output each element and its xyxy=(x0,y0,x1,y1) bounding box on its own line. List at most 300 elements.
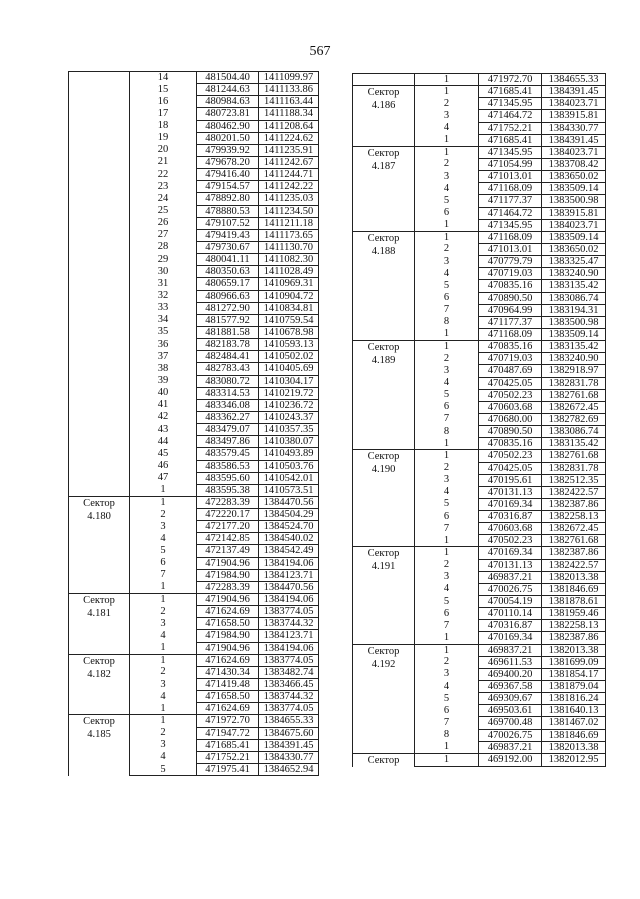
coordinate-y: 1381846.69 xyxy=(542,729,606,741)
coordinate-x: 471752.21 xyxy=(479,122,542,134)
coordinate-y: 1410759.54 xyxy=(259,314,319,326)
coordinate-y: 1411173.65 xyxy=(259,229,319,241)
coordinate-y: 1382258.13 xyxy=(542,620,606,632)
coordinate-x: 471947.72 xyxy=(197,727,259,739)
coordinate-x: 471419.48 xyxy=(197,679,259,691)
coordinate-y: 1411242.67 xyxy=(259,156,319,168)
coordinate-x: 471464.72 xyxy=(479,110,542,122)
coordinate-y: 1381467.02 xyxy=(542,717,606,729)
point-number: 24 xyxy=(130,193,197,205)
coordinate-y: 1410380.07 xyxy=(259,436,319,448)
point-number: 47 xyxy=(130,472,197,484)
sector-name: Сектор xyxy=(353,753,415,767)
coordinate-y: 1382831.78 xyxy=(542,462,606,474)
coordinate-y: 1382918.97 xyxy=(542,365,606,377)
coordinate-y: 1410503.76 xyxy=(259,460,319,472)
point-number: 32 xyxy=(130,290,197,302)
coordinate-y: 1383482.74 xyxy=(259,666,319,678)
coordinate-y: 1383086.74 xyxy=(542,292,606,304)
coordinate-y: 1382831.78 xyxy=(542,377,606,389)
coordinate-y: 1382672.45 xyxy=(542,523,606,535)
point-number: 3 xyxy=(415,571,479,583)
point-number: 4 xyxy=(415,122,479,134)
coordinate-x: 471345.95 xyxy=(479,146,542,158)
coordinate-x: 470835.16 xyxy=(479,341,542,353)
coordinate-x: 472137.49 xyxy=(197,545,259,557)
coordinate-x: 469503.61 xyxy=(479,705,542,717)
coordinate-x: 471013.01 xyxy=(479,243,542,255)
page-number: 567 xyxy=(309,44,331,59)
coordinate-y: 1383135.42 xyxy=(542,438,606,450)
point-number: 1 xyxy=(415,219,479,231)
point-number: 5 xyxy=(415,389,479,401)
coordinate-x: 471624.69 xyxy=(197,703,259,715)
coordinate-x: 470779.79 xyxy=(479,256,542,268)
coordinate-x: 471177.37 xyxy=(479,316,542,328)
point-number: 7 xyxy=(415,523,479,535)
coordinate-x: 481504.40 xyxy=(197,72,259,84)
coordinate-x: 483362.27 xyxy=(197,411,259,423)
coordinate-x: 480201.50 xyxy=(197,132,259,144)
coordinate-x: 470719.03 xyxy=(479,268,542,280)
coordinate-y: 1383509.14 xyxy=(542,328,606,340)
coordinate-y: 1382761.68 xyxy=(542,450,606,462)
coordinate-y: 1384655.33 xyxy=(542,74,606,86)
point-number: 34 xyxy=(130,314,197,326)
coordinate-y: 1384391.45 xyxy=(542,134,606,146)
coordinate-x: 471685.41 xyxy=(479,86,542,98)
point-number: 5 xyxy=(415,693,479,705)
coordinate-x: 483346.08 xyxy=(197,399,259,411)
coordinate-x: 471624.69 xyxy=(197,654,259,666)
coordinate-y: 1410357.35 xyxy=(259,424,319,436)
point-number: 15 xyxy=(130,84,197,96)
point-number: 4 xyxy=(130,533,197,545)
point-number: 1 xyxy=(415,74,479,86)
coordinate-y: 1381640.13 xyxy=(542,705,606,717)
point-number: 7 xyxy=(415,413,479,425)
coordinate-y: 1383650.02 xyxy=(542,171,606,183)
sector-name xyxy=(353,74,415,86)
coordinate-x: 482484.41 xyxy=(197,351,259,363)
table-row xyxy=(353,644,606,656)
coordinate-y: 1383650.02 xyxy=(542,243,606,255)
coordinate-y: 1384023.71 xyxy=(542,219,606,231)
point-number: 6 xyxy=(415,511,479,523)
coordinate-x: 469192.00 xyxy=(479,753,542,767)
coordinate-x: 470425.05 xyxy=(479,462,542,474)
coordinate-y: 1410573.51 xyxy=(259,484,319,496)
point-number: 7 xyxy=(415,717,479,729)
sector-name: Сектор 4.188 xyxy=(353,231,415,340)
sector-name: Сектор 4.181 xyxy=(69,594,130,655)
coordinate-x: 470502.23 xyxy=(479,450,542,462)
point-number: 1 xyxy=(130,484,197,496)
point-number: 3 xyxy=(130,618,197,630)
coordinate-y: 1384194.06 xyxy=(259,557,319,569)
point-number: 45 xyxy=(130,448,197,460)
point-number: 3 xyxy=(130,521,197,533)
table-row xyxy=(353,547,606,559)
coordinate-y: 1382761.68 xyxy=(542,535,606,547)
point-number: 1 xyxy=(415,547,479,559)
coordinate-x: 483497.86 xyxy=(197,436,259,448)
coordinate-y: 1383240.90 xyxy=(542,268,606,280)
coordinate-y: 1381879.04 xyxy=(542,681,606,693)
point-number: 28 xyxy=(130,241,197,253)
coordinate-x: 481272.90 xyxy=(197,302,259,314)
coordinate-x: 483080.72 xyxy=(197,375,259,387)
point-number: 3 xyxy=(415,171,479,183)
point-number: 1 xyxy=(415,328,479,340)
coordinate-y: 1383086.74 xyxy=(542,426,606,438)
point-number: 4 xyxy=(415,268,479,280)
point-number: 7 xyxy=(415,620,479,632)
point-number: 39 xyxy=(130,375,197,387)
point-number: 46 xyxy=(130,460,197,472)
coordinate-x: 483586.53 xyxy=(197,460,259,472)
point-number: 2 xyxy=(130,509,197,521)
coordinate-x: 471975.41 xyxy=(197,764,259,776)
coordinate-y: 1381878.61 xyxy=(542,596,606,608)
coordinate-y: 1381959.46 xyxy=(542,608,606,620)
point-number: 5 xyxy=(415,498,479,510)
point-number: 2 xyxy=(415,656,479,668)
point-number: 3 xyxy=(130,679,197,691)
point-number: 36 xyxy=(130,339,197,351)
sector-name: Сектор 4.186 xyxy=(353,86,415,147)
coordinate-x: 483479.07 xyxy=(197,424,259,436)
coordinate-x: 470964.99 xyxy=(479,304,542,316)
point-number: 1 xyxy=(415,644,479,656)
coordinate-y: 1411242.22 xyxy=(259,181,319,193)
coordinate-x: 469700.48 xyxy=(479,717,542,729)
coordinate-x: 471972.70 xyxy=(479,74,542,86)
coordinate-x: 470719.03 xyxy=(479,353,542,365)
coordinate-x: 470026.75 xyxy=(479,583,542,595)
coordinate-x: 471345.95 xyxy=(479,219,542,231)
coordinate-x: 471168.09 xyxy=(479,231,542,243)
coordinate-y: 1384652.94 xyxy=(259,764,319,776)
coordinate-y: 1410593.13 xyxy=(259,339,319,351)
coordinate-x: 471685.41 xyxy=(479,134,542,146)
coordinate-x: 471658.50 xyxy=(197,618,259,630)
point-number: 3 xyxy=(415,110,479,122)
coordinate-y: 1383708.42 xyxy=(542,158,606,170)
coordinate-x: 470890.50 xyxy=(479,426,542,438)
coordinate-y: 1384330.77 xyxy=(259,751,319,763)
point-number: 42 xyxy=(130,411,197,423)
point-number: 3 xyxy=(415,256,479,268)
coordinate-x: 481577.92 xyxy=(197,314,259,326)
coordinate-y: 1382387.86 xyxy=(542,632,606,644)
point-number: 2 xyxy=(415,158,479,170)
coordinate-y: 1411208.64 xyxy=(259,120,319,132)
point-number: 2 xyxy=(130,666,197,678)
coordinate-y: 1384524.70 xyxy=(259,521,319,533)
coordinate-y: 1383744.32 xyxy=(259,618,319,630)
coordinate-y: 1384540.02 xyxy=(259,533,319,545)
coordinate-y: 1411211.18 xyxy=(259,217,319,229)
coordinate-y: 1381699.09 xyxy=(542,656,606,668)
sector-name: Сектор 4.192 xyxy=(353,644,415,753)
coordinate-x: 481881.58 xyxy=(197,326,259,338)
point-number: 6 xyxy=(415,705,479,717)
coordinate-x: 479678.20 xyxy=(197,156,259,168)
point-number: 16 xyxy=(130,96,197,108)
coordinate-x: 470054.19 xyxy=(479,596,542,608)
sector-name: Сектор 4.189 xyxy=(353,341,415,450)
point-number: 4 xyxy=(415,486,479,498)
coordinate-x: 481244.63 xyxy=(197,84,259,96)
coordinate-x: 471984.90 xyxy=(197,630,259,642)
coordinate-x: 470603.68 xyxy=(479,523,542,535)
coordinates-table-left xyxy=(68,71,319,776)
coordinate-y: 1382387.86 xyxy=(542,498,606,510)
coordinate-x: 472283.39 xyxy=(197,496,259,508)
point-number: 2 xyxy=(415,462,479,474)
coordinate-y: 1384470.56 xyxy=(259,581,319,593)
coordinate-y: 1384330.77 xyxy=(542,122,606,134)
point-number: 18 xyxy=(130,120,197,132)
coordinate-y: 1411234.50 xyxy=(259,205,319,217)
coordinate-x: 479154.57 xyxy=(197,181,259,193)
coordinate-x: 471972.70 xyxy=(197,715,259,727)
point-number: 1 xyxy=(130,496,197,508)
coordinate-x: 471904.96 xyxy=(197,642,259,654)
point-number: 7 xyxy=(130,569,197,581)
table-row xyxy=(69,496,319,508)
coordinate-x: 471168.09 xyxy=(479,183,542,195)
coordinate-x: 480462.90 xyxy=(197,120,259,132)
point-number: 3 xyxy=(415,365,479,377)
coordinate-y: 1411082.30 xyxy=(259,254,319,266)
coordinate-x: 480350.63 xyxy=(197,266,259,278)
point-number: 1 xyxy=(415,632,479,644)
coordinate-x: 470502.23 xyxy=(479,389,542,401)
table-row xyxy=(353,450,606,462)
coordinate-y: 1384504.29 xyxy=(259,509,319,521)
coordinate-x: 470425.05 xyxy=(479,377,542,389)
coordinate-x: 470169.34 xyxy=(479,498,542,510)
coordinate-x: 470835.16 xyxy=(479,280,542,292)
coordinate-x: 472142.85 xyxy=(197,533,259,545)
coordinate-y: 1383500.98 xyxy=(542,316,606,328)
coordinate-y: 1410493.89 xyxy=(259,448,319,460)
coordinate-x: 470603.68 xyxy=(479,401,542,413)
sector-name: Сектор 4.187 xyxy=(353,146,415,231)
coordinate-x: 470195.61 xyxy=(479,474,542,486)
coordinate-x: 480041.11 xyxy=(197,254,259,266)
coordinate-y: 1411244.71 xyxy=(259,169,319,181)
point-number: 43 xyxy=(130,424,197,436)
table-row xyxy=(353,146,606,158)
coordinate-x: 471685.41 xyxy=(197,739,259,751)
coordinate-y: 1410304.17 xyxy=(259,375,319,387)
point-number: 4 xyxy=(415,681,479,693)
coordinate-x: 470169.34 xyxy=(479,632,542,644)
coordinate-x: 471658.50 xyxy=(197,691,259,703)
point-number: 37 xyxy=(130,351,197,363)
point-number: 1 xyxy=(415,450,479,462)
point-number: 23 xyxy=(130,181,197,193)
coordinate-x: 470316.87 xyxy=(479,511,542,523)
coordinate-x: 469837.21 xyxy=(479,571,542,583)
table-row xyxy=(353,753,606,767)
coordinate-y: 1411028.49 xyxy=(259,266,319,278)
coordinate-y: 1411235.03 xyxy=(259,193,319,205)
sector-name: Сектор 4.185 xyxy=(69,715,130,776)
point-number: 21 xyxy=(130,156,197,168)
coordinate-x: 470169.34 xyxy=(479,547,542,559)
point-number: 1 xyxy=(130,703,197,715)
coordinate-y: 1410405.69 xyxy=(259,363,319,375)
point-number: 8 xyxy=(415,316,479,328)
coordinate-y: 1383509.14 xyxy=(542,231,606,243)
coordinate-x: 470890.50 xyxy=(479,292,542,304)
point-number: 22 xyxy=(130,169,197,181)
coordinate-y: 1411235.91 xyxy=(259,144,319,156)
point-number: 5 xyxy=(130,545,197,557)
coordinate-x: 469400.20 xyxy=(479,668,542,680)
point-number: 7 xyxy=(415,304,479,316)
coordinate-x: 472177.20 xyxy=(197,521,259,533)
coordinate-y: 1384023.71 xyxy=(542,98,606,110)
coordinate-y: 1382013.38 xyxy=(542,741,606,753)
coordinate-x: 471013.01 xyxy=(479,171,542,183)
point-number: 5 xyxy=(415,195,479,207)
point-number: 4 xyxy=(130,751,197,763)
coordinate-y: 1411130.70 xyxy=(259,241,319,253)
point-number: 1 xyxy=(415,146,479,158)
point-number: 5 xyxy=(415,280,479,292)
coordinate-x: 479416.40 xyxy=(197,169,259,181)
point-number: 31 xyxy=(130,278,197,290)
point-number: 33 xyxy=(130,302,197,314)
point-number: 40 xyxy=(130,387,197,399)
coordinate-y: 1383774.05 xyxy=(259,654,319,666)
coordinate-y: 1383774.05 xyxy=(259,606,319,618)
point-number: 38 xyxy=(130,363,197,375)
coordinate-y: 1383915.81 xyxy=(542,207,606,219)
coordinate-x: 470487.69 xyxy=(479,365,542,377)
point-number: 1 xyxy=(415,134,479,146)
coordinate-x: 471168.09 xyxy=(479,328,542,340)
coordinate-y: 1384470.56 xyxy=(259,496,319,508)
table-row xyxy=(69,594,319,606)
table-row xyxy=(69,654,319,666)
point-number: 1 xyxy=(130,715,197,727)
point-number: 26 xyxy=(130,217,197,229)
sector-name: Сектор 4.182 xyxy=(69,654,130,715)
coordinate-y: 1411133.86 xyxy=(259,84,319,96)
coordinate-y: 1383135.42 xyxy=(542,280,606,292)
coordinate-y: 1381816.24 xyxy=(542,693,606,705)
coordinate-x: 472283.39 xyxy=(197,581,259,593)
coordinate-y: 1410502.02 xyxy=(259,351,319,363)
coordinate-y: 1381846.69 xyxy=(542,583,606,595)
coordinate-x: 470131.13 xyxy=(479,486,542,498)
point-number: 27 xyxy=(130,229,197,241)
coordinate-y: 1383500.98 xyxy=(542,195,606,207)
coordinate-x: 470680.00 xyxy=(479,413,542,425)
point-number: 1 xyxy=(415,753,479,767)
point-number: 4 xyxy=(130,630,197,642)
coordinate-y: 1382672.45 xyxy=(542,401,606,413)
point-number: 2 xyxy=(130,727,197,739)
coordinate-y: 1382761.68 xyxy=(542,389,606,401)
coordinate-y: 1411099.97 xyxy=(259,72,319,84)
point-number: 2 xyxy=(415,559,479,571)
point-number: 19 xyxy=(130,132,197,144)
table-row xyxy=(353,86,606,98)
point-number: 25 xyxy=(130,205,197,217)
coordinate-y: 1384655.33 xyxy=(259,715,319,727)
coordinate-x: 479419.43 xyxy=(197,229,259,241)
point-number: 1 xyxy=(415,741,479,753)
point-number: 1 xyxy=(130,642,197,654)
point-number: 5 xyxy=(415,596,479,608)
sector-name: Сектор 4.190 xyxy=(353,450,415,547)
coordinate-x: 471752.21 xyxy=(197,751,259,763)
coordinate-y: 1382013.38 xyxy=(542,644,606,656)
coordinate-y: 1410904.72 xyxy=(259,290,319,302)
coordinate-y: 1411188.34 xyxy=(259,108,319,120)
coordinate-y: 1384123.71 xyxy=(259,630,319,642)
coordinate-x: 469367.58 xyxy=(479,681,542,693)
coordinate-y: 1410219.72 xyxy=(259,387,319,399)
coordinate-x: 471904.96 xyxy=(197,557,259,569)
coordinate-y: 1410678.98 xyxy=(259,326,319,338)
point-number: 2 xyxy=(415,243,479,255)
coordinate-x: 469837.21 xyxy=(479,644,542,656)
coordinate-x: 480659.17 xyxy=(197,278,259,290)
coordinate-x: 483579.45 xyxy=(197,448,259,460)
coordinate-x: 480966.63 xyxy=(197,290,259,302)
point-number: 3 xyxy=(415,668,479,680)
point-number: 2 xyxy=(415,353,479,365)
table-row xyxy=(69,72,319,84)
point-number: 4 xyxy=(415,583,479,595)
point-number: 6 xyxy=(415,608,479,620)
coordinate-x: 479730.67 xyxy=(197,241,259,253)
coordinate-y: 1383509.14 xyxy=(542,183,606,195)
coordinate-x: 471984.90 xyxy=(197,569,259,581)
coordinate-y: 1384391.45 xyxy=(259,739,319,751)
coordinate-y: 1384391.45 xyxy=(542,86,606,98)
table-row xyxy=(353,74,606,86)
coordinate-x: 470131.13 xyxy=(479,559,542,571)
point-number: 4 xyxy=(130,691,197,703)
coordinate-x: 469611.53 xyxy=(479,656,542,668)
coordinate-x: 471624.69 xyxy=(197,606,259,618)
coordinate-x: 470110.14 xyxy=(479,608,542,620)
coordinate-x: 482183.78 xyxy=(197,339,259,351)
point-number: 3 xyxy=(415,474,479,486)
coordinate-x: 478880.53 xyxy=(197,205,259,217)
coordinate-x: 471464.72 xyxy=(479,207,542,219)
coordinate-y: 1382512.35 xyxy=(542,474,606,486)
point-number: 30 xyxy=(130,266,197,278)
coordinate-x: 483595.60 xyxy=(197,472,259,484)
coordinate-y: 1384675.60 xyxy=(259,727,319,739)
coordinate-y: 1410243.37 xyxy=(259,411,319,423)
point-number: 29 xyxy=(130,254,197,266)
point-number: 3 xyxy=(130,739,197,751)
point-number: 1 xyxy=(415,438,479,450)
point-number: 6 xyxy=(130,557,197,569)
coordinate-y: 1382012.95 xyxy=(542,753,606,767)
